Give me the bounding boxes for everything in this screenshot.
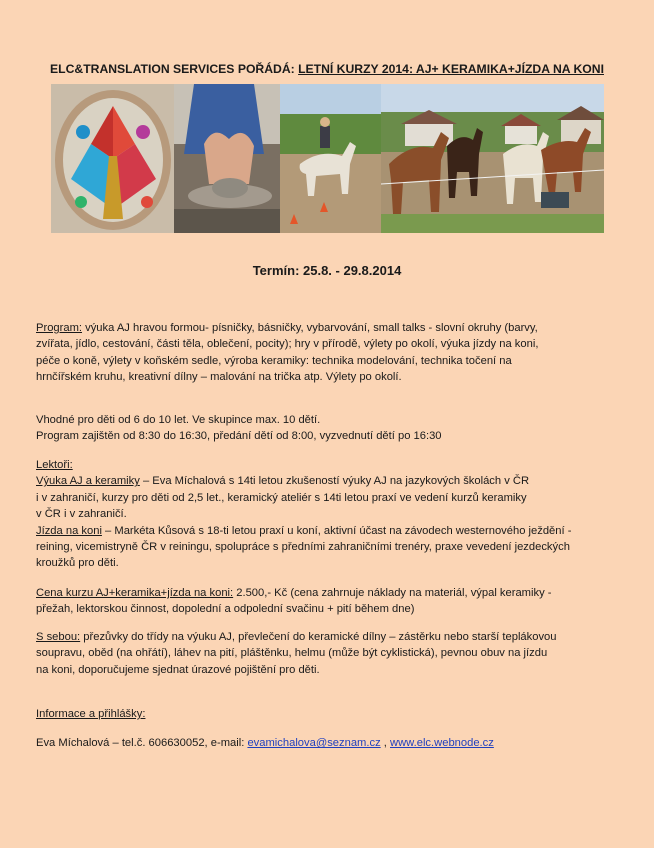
lector-line: – Eva Míchalová s 14ti letou zkušeností výuky AJ na jazykových školách v ČR <box>139 475 530 488</box>
program-section <box>36 320 626 386</box>
lectors-section <box>36 457 626 572</box>
lector-line: – Markéta Kůsová s 18-ti letou praxí u koní, aktivní účast na závodech westernového ježdění - <box>101 524 572 537</box>
program-line: zvířata, jídlo, cestování, části těla, oblečení, pocity); hry v přírodě, výlety po okolí, výuka jízdy na koni, <box>36 338 539 351</box>
website-link[interactable]: www.elc.webnode.cz <box>390 737 494 750</box>
lector-line: reining, vicemistryně ČR v reiningu, spolupráce s předními zahraničními trenéry, praxe vevedení jezdeckých <box>36 541 570 554</box>
program-line: péče o koně, výlety v koňském sedle, výroba keramiky: technika modelování, technika točení na <box>36 354 512 367</box>
contact-title: Informace a přihlášky: <box>36 708 146 720</box>
course-title: LETNÍ KURZY 2014: AJ+ KERAMIKA+JÍZDA NA KONI <box>298 62 604 76</box>
program-label: Program: <box>36 322 83 334</box>
bring-line: soupravu, oběd (na ohřátí), láhev na pití, pláštěnku, helmu (může být cyklistická), pevnou obuv na jízdu <box>36 647 548 660</box>
pottery-photo <box>174 84 280 233</box>
bring-label: S sebou: <box>36 631 81 643</box>
lector-line: kroužků pro děti. <box>36 557 119 570</box>
lector-line: v ČR i v zahraničí. <box>36 508 127 521</box>
mosaic-photo <box>51 84 174 233</box>
program-line: hrnčířském kruhu, kreativní dílny – malování na trička atp. Výlety po okolí. <box>36 371 402 384</box>
flyer-heading <box>0 62 654 76</box>
price-line: přežah, lektorskou činnost, dopolední a odpolední svačinu + pití během dne) <box>36 603 415 616</box>
program-line: výuka AJ hravou formou- písničky, básničky, vybarvování, small talks - slovní okruhy (barvy, <box>82 322 538 334</box>
contact-section <box>36 706 626 752</box>
horses-paddock-photo <box>381 84 604 233</box>
horse-riding-photo <box>280 84 381 233</box>
bring-line: přezůvky do třídy na výuku AJ, převlečení do keramické dílny – zástěrku nebo starší teplákovou <box>80 631 557 643</box>
contact-separator: , <box>380 737 390 750</box>
price-line: 2.500,- Kč (cena zahrnuje náklady na materiál, výpal keramiky - <box>233 587 552 599</box>
price-label: Cena kurzu AJ+keramika+jízda na koni: <box>36 587 234 599</box>
contact-prefix: Eva Míchalová – tel.č. 606630052, e-mail: <box>36 737 248 750</box>
info-line: Program zajištěn od 8:30 do 16:30, předání dětí od 8:00, vyzvednutí dětí po 16:30 <box>36 430 442 443</box>
lector-line: i v zahraničí, kurzy pro děti od 2,5 let., keramický ateliér s 14ti letou praxí ve vedení kurzů keramiky <box>36 491 527 504</box>
horse-lector-label: Jízda na koni <box>36 524 102 537</box>
bring-section <box>36 629 626 678</box>
info-line: Vhodné pro děti od 6 do 10 let. Ve skupince max. 10 dětí. <box>36 414 321 426</box>
lectors-title: Lektoři: <box>36 459 73 471</box>
email-link[interactable]: evamichalova@seznam.cz <box>247 737 381 750</box>
aj-lector-label: Výuka AJ a keramiky <box>36 475 140 488</box>
organizer-text: ELC&TRANSLATION SERVICES POŘÁDÁ: <box>50 62 295 76</box>
info-section <box>36 412 626 445</box>
price-section <box>36 585 626 618</box>
course-dates: Termín: 25.8. - 29.8.2014 <box>252 263 402 278</box>
photo-strip <box>51 84 604 233</box>
bring-line: na koni, doporučujeme sjednat úrazové pojištění pro děti. <box>36 663 320 676</box>
